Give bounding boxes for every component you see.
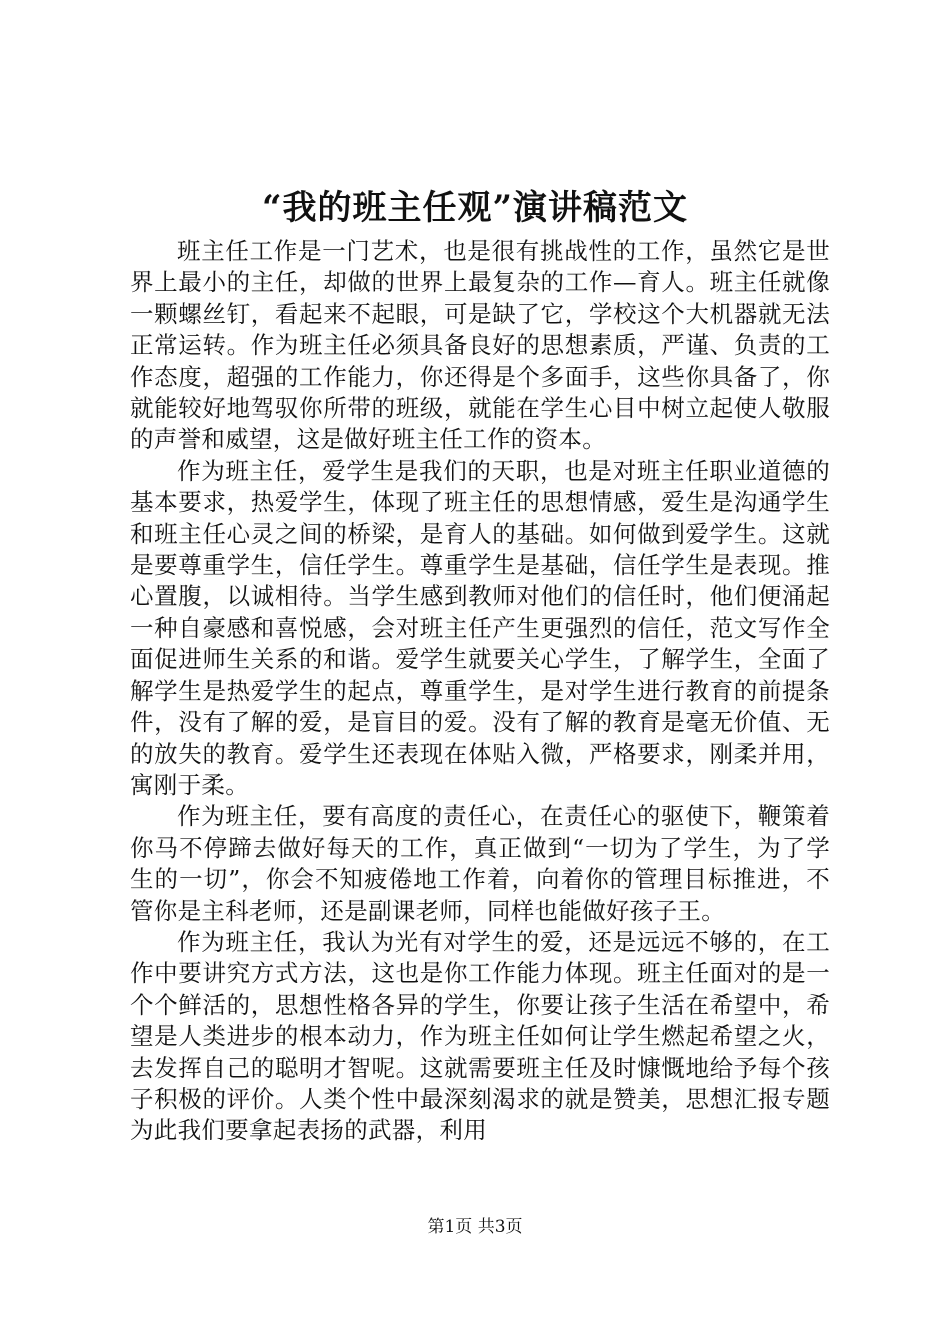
paragraph-4: 作为班主任，我认为光有对学生的爱，还是远远不够的，在工作中要讲究方式方法，这也是你工作能力体现。班主任面对的是一个个鲜活的，思想性格各异的学生，你要让孩子生活在希望中，希望是人类进步的根本动力，作为班主任如何让学生燃起希望之火，去发挥自己的聪明才智呢。这就需要班主任及时慷慨地给予每个孩子积极的评价。人类个性中最深刻渴求的就是赞美，思想汇报专题为此我们要拿起表扬的武器，利用 — [130, 927, 830, 1145]
paragraph-3: 作为班主任，要有高度的责任心，在责任心的驱使下，鞭策着你马不停蹄去做好每天的工作，真正做到“一切为了学生，为了学生的一切”，你会不知疲倦地工作着，向着你的管理目标推进，不管你是主科老师，还是副课老师，同样也能做好孩子王。 — [130, 802, 830, 925]
page-footer: 第1页 共3页 — [427, 1217, 523, 1237]
paragraph-1: 班主任工作是一门艺术，也是很有挑战性的工作，虽然它是世界上最小的主任，却做的世界上最复杂的工作—育人。班主任就像一颗螺丝钉，看起来不起眼，可是缺了它，学校这个大机器就无法正常运转。作为班主任必须具备良好的思想素质，严谨、负责的工作态度，超强的工作能力，你还得是个多面手，这些你具备了，你就能较好地驾驭你所带的班级，就能在学生心目中树立起使人敬服的声誉和威望，这是做好班主任工作的资本。 — [130, 237, 830, 454]
paragraph-2: 作为班主任，爱学生是我们的天职，也是对班主任职业道德的基本要求，热爱学生，体现了班主任的思想情感，爱生是沟通学生和班主任心灵之间的桥梁，是育人的基础。如何做到爱学生。这就是要尊重学生，信任学生。尊重学生是基础，信任学生是表现。推心置腹，以诚相待。当学生感到教师对他们的信任时，他们便涌起一种自豪感和喜悦感，会对班主任产生更强烈的信任，范文写作全面促进师生关系的和谐。爱学生就要关心学生，了解学生，全面了解学生是热爱学生的起点，尊重学生，是对学生进行教育的前提条件，没有了解的爱，是盲目的爱。没有了解的教育是毫无价值、无的放失的教育。爱学生还表现在体贴入微，严格要求，刚柔并用，寓刚于柔。 — [130, 456, 830, 799]
document-title: “我的班主任观”演讲稿范文 — [261, 188, 689, 228]
document-body — [130, 236, 830, 1147]
